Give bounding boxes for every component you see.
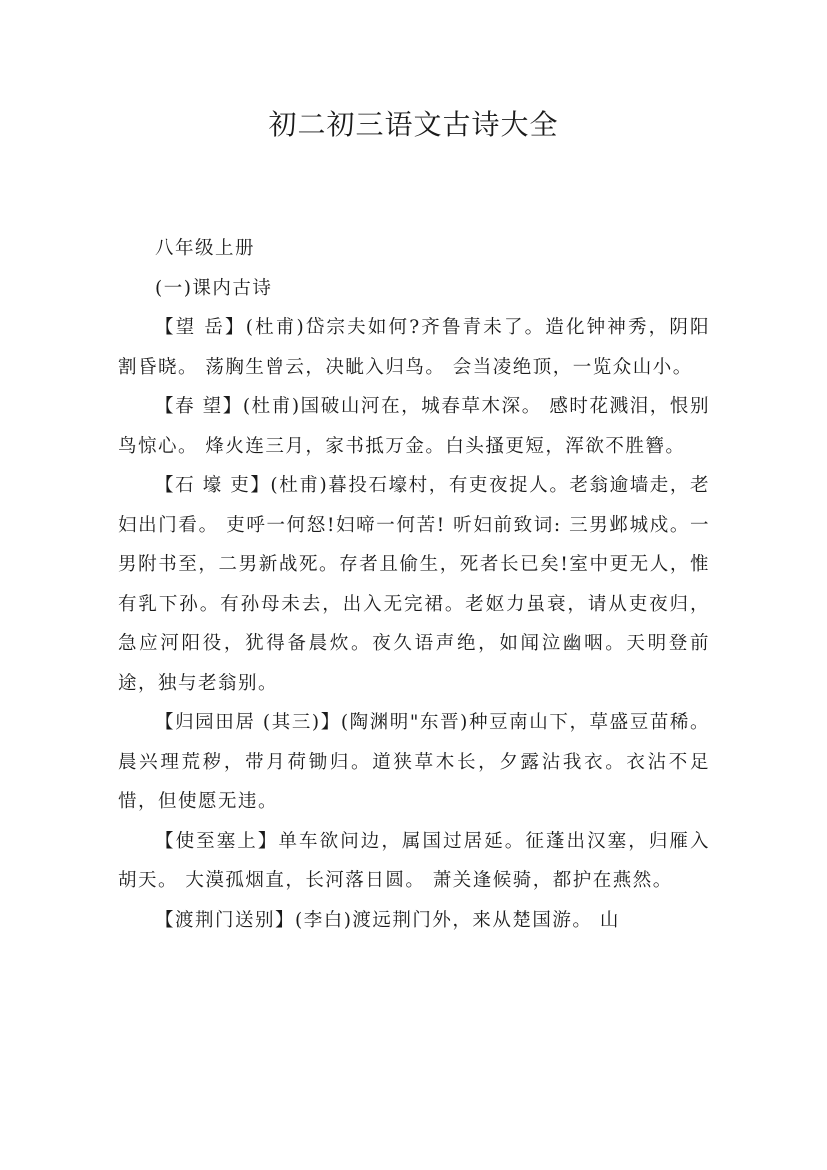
section-heading-grade: 八年级上册 (155, 238, 256, 259)
poem-paragraph: 【春 望】(杜甫)国破山河在，城春草木深。 感时花溅泪，恨别鸟惊心。 烽火连三月，家书抵万金。白头搔更短，浑欲不胜簪。 (118, 396, 710, 457)
poem-paragraph: 【石 壕 吏】(杜甫)暮投石壕村，有吏夜捉人。老翁逾墙走，老妇出门看。 吏呼一何怒!妇啼一何苦! 听妇前致词: 三男邺城戍。一男附书至，二男新战死。存者且偷生，死者长已矣!室中更无人，惟有乳下孙。有孙母未去，出入无完裙。老妪力虽衰，请从吏夜归，急应河阳役，犹得备晨炊。夜久语声绝，如闻泣幽咽。天明登前途，独与老翁别。 (118, 475, 710, 694)
poem-paragraph: 【渡荆门送别】(李白)渡远荆门外，来从楚国游。 山 (155, 909, 620, 931)
poem-paragraph: 【归园田居 (其三)】(陶渊明"东晋)种豆南山下，草盛豆苗稀。晨兴理荒秽，带月荷锄归。道狭草木长，夕露沾我衣。衣沾不足惜，但使愿无违。 (118, 712, 710, 812)
document-body (118, 229, 710, 940)
poem-paragraph: 【使至塞上】单车欲问边，属国过居延。征蓬出汉塞，归雁入胡天。 大漠孤烟直，长河落日圆。 萧关逢候骑，都护在燕然。 (118, 830, 710, 891)
poem-paragraph: 【望 岳】(杜甫)岱宗夫如何?齐鲁青未了。造化钟神秀，阴阳割昏晓。 荡胸生曾云，决眦入归鸟。 会当凌绝顶，一览众山小。 (118, 317, 710, 378)
section-heading-in-class-poems: (一)课内古诗 (155, 277, 273, 299)
document-title: 初二初三语文古诗大全 (268, 108, 559, 141)
